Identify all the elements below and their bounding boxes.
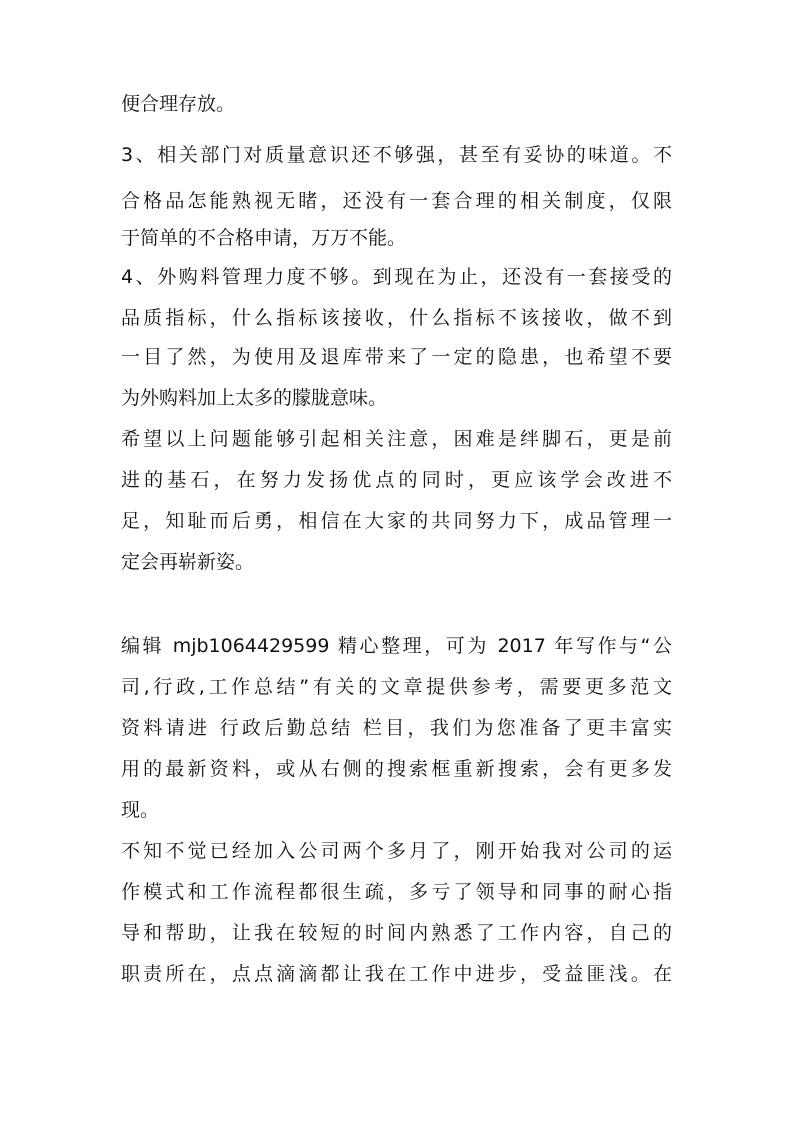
text-line: 品质指标，什么指标该接收，什么指标不该接收，做不到 [121, 307, 672, 329]
text-line: 便合理存放。 [121, 93, 236, 115]
text-line: 4、外购料管理力度不够。到现在为止，还没有一套接受的 [121, 266, 672, 288]
text-line: 导和帮助，让我在较短的时间内熟悉了工作内容，自己的 [121, 922, 672, 944]
text-line: 合格品怎能熟视无睹，还没有一套合理的相关制度，仅限 [121, 190, 672, 212]
text-line: 3、相关部门对质量意识还不够强，甚至有妥协的味道。不 [121, 144, 672, 166]
text-line: 一目了然，为使用及退库带来了一定的隐患，也希望不要 [121, 346, 672, 368]
text-line: 资料请进 行政后勤总结 栏目，我们为您准备了更丰富实 [121, 717, 672, 739]
text-line: 职责所在，点点滴滴都让我在工作中进步，受益匪浅。在 [121, 963, 672, 985]
text-line: 用的最新资料，或从右侧的搜索框重新搜索，会有更多发 [121, 758, 672, 780]
text-line: 作模式和工作流程都很生疏，多亏了领导和同事的耐心指 [121, 881, 672, 903]
text-line: 现。 [121, 799, 160, 821]
text-line: 为外购料加上太多的朦胧意味。 [121, 387, 388, 409]
text-line: 定会再崭新姿。 [121, 551, 255, 573]
text-line: 进的基石，在努力发扬优点的同时，更应该学会改进不 [121, 469, 672, 491]
text-line: 足，知耻而后勇，相信在大家的共同努力下，成品管理一 [121, 510, 672, 532]
text-line: 于简单的不合格申请，万万不能。 [121, 227, 407, 249]
text-line: 编辑 mjb1064429599 精心整理，可为 2017 年写作与“公 [121, 635, 672, 657]
text-line: 不知不觉已经加入公司两个多月了，刚开始我对公司的运 [121, 840, 672, 862]
text-line: 司,行政,工作总结”有关的文章提供参考，需要更多范文 [121, 676, 672, 698]
text-line: 希望以上问题能够引起相关注意，困难是绊脚石，更是前 [121, 428, 672, 450]
